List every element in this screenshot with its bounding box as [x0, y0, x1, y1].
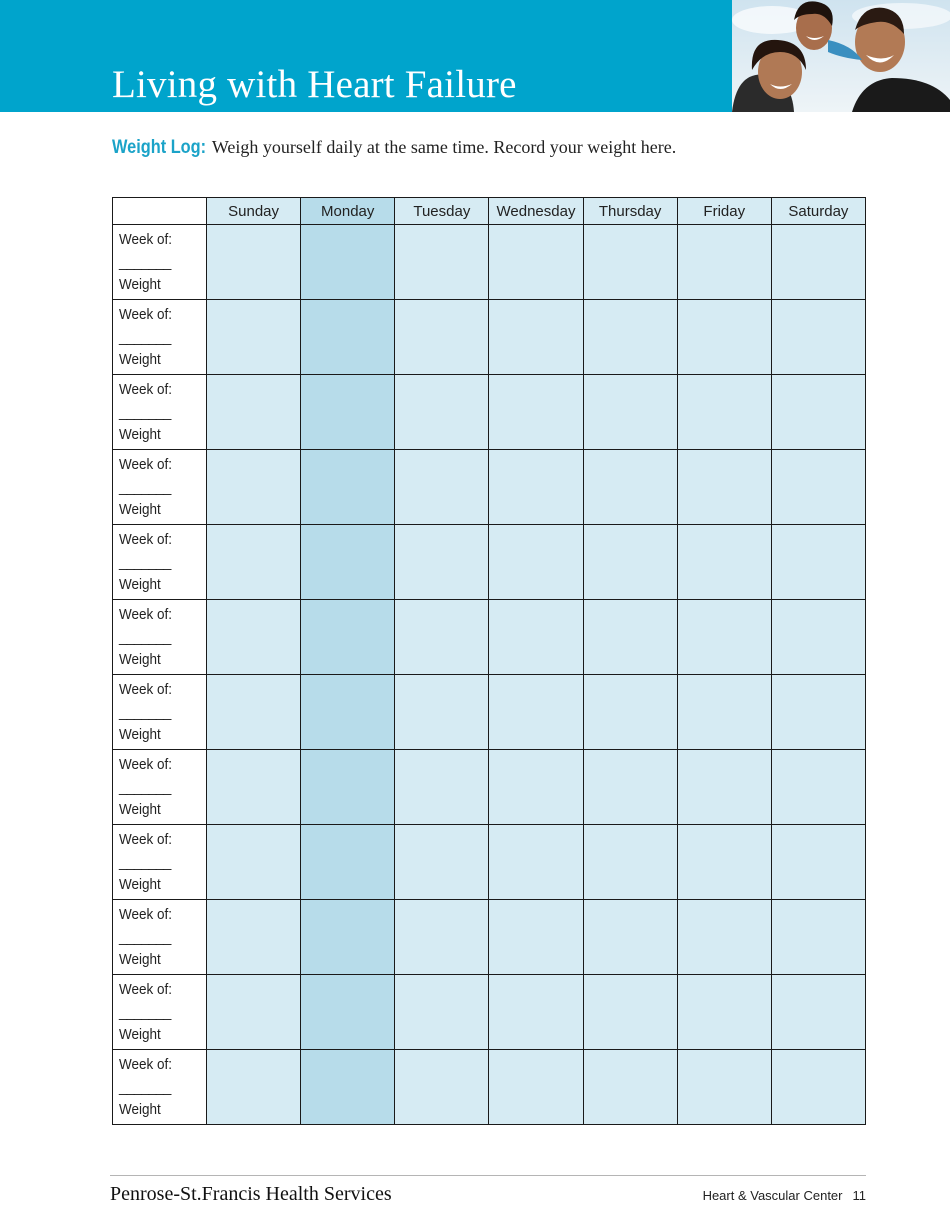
- weight-entry-cell-tuesday[interactable]: [395, 975, 489, 1050]
- column-header-wednesday: Wednesday: [489, 198, 583, 225]
- row-label-cell: [113, 300, 207, 375]
- family-photo-image: [732, 0, 950, 112]
- weight-entry-cell-sunday[interactable]: [207, 225, 301, 300]
- weight-entry-cell-tuesday[interactable]: [395, 525, 489, 600]
- weight-entry-cell-thursday[interactable]: [583, 225, 677, 300]
- weight-entry-cell-thursday[interactable]: [583, 750, 677, 825]
- weight-entry-cell-thursday[interactable]: [583, 825, 677, 900]
- row-weight-label: Weight: [119, 501, 161, 518]
- row-weight-label: Weight: [119, 801, 161, 818]
- row-week-blank: _______: [119, 1003, 171, 1021]
- weight-entry-cell-sunday[interactable]: [207, 600, 301, 675]
- row-week-label: Week of:: [119, 981, 173, 998]
- weight-entry-cell-monday[interactable]: [301, 225, 395, 300]
- weight-entry-cell-thursday[interactable]: [583, 375, 677, 450]
- weight-log-table: [112, 197, 866, 1125]
- table-corner-cell: [113, 198, 207, 225]
- weight-entry-cell-sunday[interactable]: [207, 300, 301, 375]
- weight-entry-cell-tuesday[interactable]: [395, 300, 489, 375]
- row-week-label: Week of:: [119, 681, 173, 698]
- weight-entry-cell-monday[interactable]: [301, 675, 395, 750]
- weight-entry-cell-sunday[interactable]: [207, 825, 301, 900]
- weight-entry-cell-monday[interactable]: [301, 900, 395, 975]
- weight-entry-cell-sunday[interactable]: [207, 1050, 301, 1125]
- weight-entry-cell-friday[interactable]: [677, 450, 771, 525]
- row-week-label: Week of:: [119, 381, 173, 398]
- row-label-cell: [113, 1050, 207, 1125]
- weight-entry-cell-saturday[interactable]: [771, 900, 865, 975]
- row-label-cell: [113, 825, 207, 900]
- weight-entry-cell-saturday[interactable]: [771, 375, 865, 450]
- weight-entry-cell-monday[interactable]: [301, 600, 395, 675]
- row-label-cell: [113, 900, 207, 975]
- weight-entry-cell-friday[interactable]: [677, 1050, 771, 1125]
- row-label-cell: [113, 975, 207, 1050]
- weight-entry-cell-tuesday[interactable]: [395, 825, 489, 900]
- weight-entry-cell-monday[interactable]: [301, 300, 395, 375]
- weight-entry-cell-monday[interactable]: [301, 825, 395, 900]
- row-label-cell: [113, 225, 207, 300]
- weight-entry-cell-thursday[interactable]: [583, 300, 677, 375]
- weight-entry-cell-wednesday[interactable]: [489, 900, 583, 975]
- weight-entry-cell-tuesday[interactable]: [395, 600, 489, 675]
- weight-entry-cell-thursday[interactable]: [583, 525, 677, 600]
- table-row: [113, 900, 866, 975]
- row-label-cell: [113, 600, 207, 675]
- weight-entry-cell-wednesday[interactable]: [489, 750, 583, 825]
- weight-entry-cell-monday[interactable]: [301, 750, 395, 825]
- table-row: [113, 525, 866, 600]
- footer-section-name: Heart & Vascular Center: [702, 1188, 843, 1203]
- weight-entry-cell-wednesday[interactable]: [489, 675, 583, 750]
- weight-entry-cell-tuesday[interactable]: [395, 450, 489, 525]
- row-week-blank: _______: [119, 778, 171, 796]
- weight-entry-cell-friday[interactable]: [677, 900, 771, 975]
- weight-entry-cell-friday[interactable]: [677, 600, 771, 675]
- table-row: [113, 825, 866, 900]
- weight-log-body: [113, 225, 866, 1125]
- weight-entry-cell-friday[interactable]: [677, 225, 771, 300]
- weight-entry-cell-wednesday[interactable]: [489, 450, 583, 525]
- row-week-blank: _______: [119, 553, 171, 571]
- row-weight-label: Weight: [119, 876, 161, 893]
- page-number: 11: [852, 1188, 866, 1203]
- weight-entry-cell-monday[interactable]: [301, 450, 395, 525]
- column-header-friday: Friday: [677, 198, 771, 225]
- weight-entry-cell-saturday[interactable]: [771, 450, 865, 525]
- weight-entry-cell-sunday[interactable]: [207, 525, 301, 600]
- table-row: [113, 975, 866, 1050]
- row-week-label: Week of:: [119, 231, 173, 248]
- table-row: [113, 375, 866, 450]
- row-week-blank: _______: [119, 853, 171, 871]
- weight-entry-cell-saturday[interactable]: [771, 825, 865, 900]
- row-weight-label: Weight: [119, 351, 161, 368]
- weight-entry-cell-tuesday[interactable]: [395, 675, 489, 750]
- weight-entry-cell-sunday[interactable]: [207, 450, 301, 525]
- column-header-thursday: Thursday: [583, 198, 677, 225]
- weight-entry-cell-saturday[interactable]: [771, 1050, 865, 1125]
- table-row: [113, 600, 866, 675]
- row-week-blank: _______: [119, 928, 171, 946]
- row-week-label: Week of:: [119, 906, 173, 923]
- row-label-cell: [113, 525, 207, 600]
- row-label-cell: [113, 675, 207, 750]
- row-week-blank: _______: [119, 403, 171, 421]
- footer-organization: Penrose-St.Francis Health Services: [110, 1183, 392, 1205]
- column-header-tuesday: Tuesday: [395, 198, 489, 225]
- weight-entry-cell-sunday[interactable]: [207, 675, 301, 750]
- weight-entry-cell-friday[interactable]: [677, 825, 771, 900]
- weight-entry-cell-saturday[interactable]: [771, 300, 865, 375]
- row-week-blank: _______: [119, 253, 171, 271]
- weight-entry-cell-tuesday[interactable]: [395, 1050, 489, 1125]
- column-header-saturday: Saturday: [771, 198, 865, 225]
- weight-entry-cell-friday[interactable]: [677, 300, 771, 375]
- weight-entry-cell-wednesday[interactable]: [489, 225, 583, 300]
- weight-entry-cell-sunday[interactable]: [207, 900, 301, 975]
- weight-entry-cell-sunday[interactable]: [207, 375, 301, 450]
- weight-entry-cell-friday[interactable]: [677, 675, 771, 750]
- table-row: [113, 450, 866, 525]
- weight-entry-cell-monday[interactable]: [301, 375, 395, 450]
- header-family-photo: [732, 0, 950, 112]
- weight-entry-cell-tuesday[interactable]: [395, 225, 489, 300]
- row-weight-label: Weight: [119, 651, 161, 668]
- weight-log-intro: [112, 137, 676, 159]
- weight-entry-cell-friday[interactable]: [677, 975, 771, 1050]
- weight-entry-cell-thursday[interactable]: [583, 900, 677, 975]
- row-weight-label: Weight: [119, 726, 161, 743]
- weight-entry-cell-thursday[interactable]: [583, 450, 677, 525]
- row-week-label: Week of:: [119, 531, 173, 548]
- row-label-cell: [113, 450, 207, 525]
- weight-entry-cell-monday[interactable]: [301, 525, 395, 600]
- row-weight-label: Weight: [119, 1101, 161, 1118]
- header-band: [0, 0, 732, 112]
- weight-entry-cell-friday[interactable]: [677, 375, 771, 450]
- weight-entry-cell-saturday[interactable]: [771, 600, 865, 675]
- row-week-label: Week of:: [119, 1056, 173, 1073]
- weight-entry-cell-sunday[interactable]: [207, 975, 301, 1050]
- row-label-cell: [113, 375, 207, 450]
- row-week-label: Week of:: [119, 831, 173, 848]
- row-weight-label: Weight: [119, 951, 161, 968]
- row-week-blank: _______: [119, 703, 171, 721]
- weight-entry-cell-thursday[interactable]: [583, 675, 677, 750]
- weight-entry-cell-wednesday[interactable]: [489, 975, 583, 1050]
- row-weight-label: Weight: [119, 426, 161, 443]
- row-weight-label: Weight: [119, 276, 161, 293]
- weight-entry-cell-monday[interactable]: [301, 1050, 395, 1125]
- table-row: [113, 675, 866, 750]
- table-header-row: [113, 198, 866, 225]
- row-week-label: Week of:: [119, 756, 173, 773]
- weight-entry-cell-tuesday[interactable]: [395, 750, 489, 825]
- weight-entry-cell-tuesday[interactable]: [395, 375, 489, 450]
- row-week-label: Week of:: [119, 606, 173, 623]
- weight-entry-cell-monday[interactable]: [301, 975, 395, 1050]
- footer-divider: [110, 1175, 866, 1176]
- weight-entry-cell-friday[interactable]: [677, 525, 771, 600]
- row-weight-label: Weight: [119, 576, 161, 593]
- row-week-blank: _______: [119, 1078, 171, 1096]
- row-week-label: Week of:: [119, 456, 173, 473]
- row-week-blank: _______: [119, 478, 171, 496]
- table-row: [113, 1050, 866, 1125]
- weight-entry-cell-friday[interactable]: [677, 750, 771, 825]
- weight-log-label: Weight Log:: [112, 137, 207, 158]
- weight-entry-cell-saturday[interactable]: [771, 750, 865, 825]
- weight-entry-cell-wednesday[interactable]: [489, 1050, 583, 1125]
- weight-entry-cell-wednesday[interactable]: [489, 525, 583, 600]
- weight-entry-cell-thursday[interactable]: [583, 1050, 677, 1125]
- footer-section-info: [703, 1188, 866, 1203]
- weight-entry-cell-tuesday[interactable]: [395, 900, 489, 975]
- table-row: [113, 750, 866, 825]
- weight-entry-cell-saturday[interactable]: [771, 525, 865, 600]
- weight-entry-cell-wednesday[interactable]: [489, 600, 583, 675]
- row-week-label: Week of:: [119, 306, 173, 323]
- weight-entry-cell-thursday[interactable]: [583, 600, 677, 675]
- weight-entry-cell-wednesday[interactable]: [489, 825, 583, 900]
- table-row: [113, 300, 866, 375]
- column-header-sunday: Sunday: [207, 198, 301, 225]
- weight-entry-cell-thursday[interactable]: [583, 975, 677, 1050]
- weight-entry-cell-saturday[interactable]: [771, 225, 865, 300]
- row-label-cell: [113, 750, 207, 825]
- weight-entry-cell-wednesday[interactable]: [489, 300, 583, 375]
- weight-entry-cell-saturday[interactable]: [771, 675, 865, 750]
- weight-entry-cell-saturday[interactable]: [771, 975, 865, 1050]
- row-week-blank: _______: [119, 628, 171, 646]
- weight-entry-cell-sunday[interactable]: [207, 750, 301, 825]
- row-week-blank: _______: [119, 328, 171, 346]
- weight-entry-cell-wednesday[interactable]: [489, 375, 583, 450]
- page-title: Living with Heart Failure: [112, 63, 517, 106]
- row-weight-label: Weight: [119, 1026, 161, 1043]
- table-row: [113, 225, 866, 300]
- weight-log-instructions: Weigh yourself daily at the same time. Record your weight here.: [211, 137, 677, 157]
- column-header-monday: Monday: [301, 198, 395, 225]
